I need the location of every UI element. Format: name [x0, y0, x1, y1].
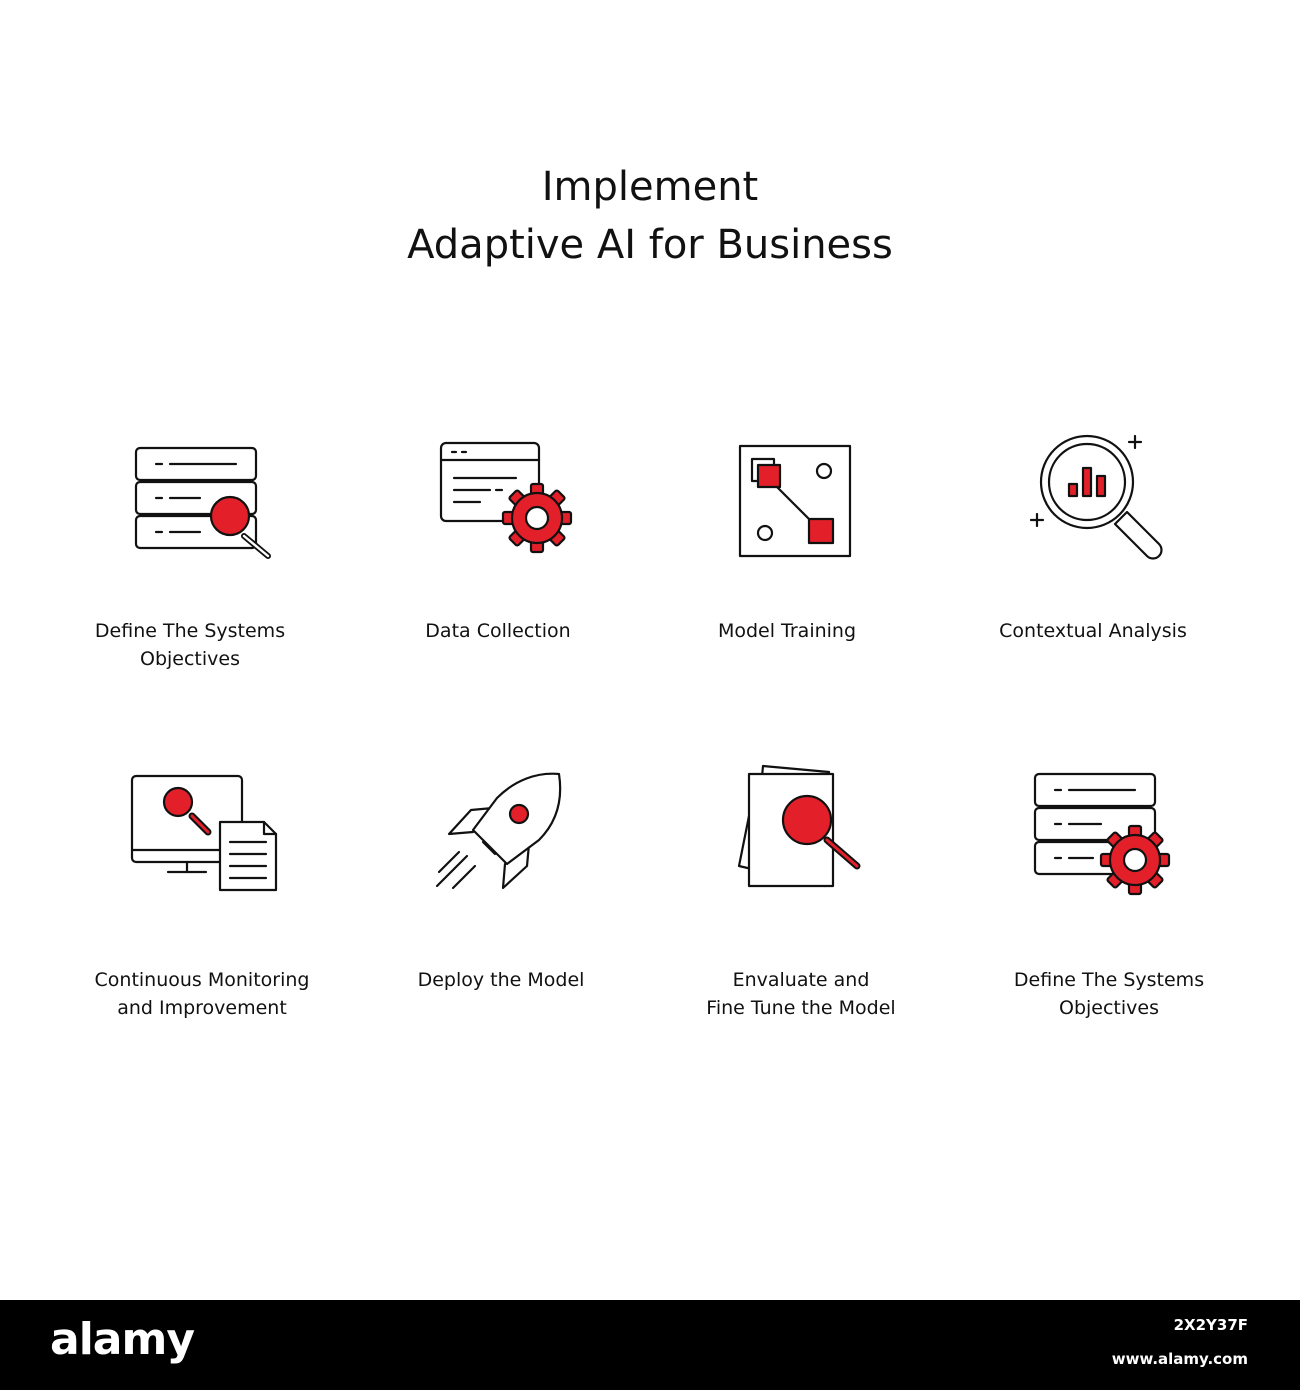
- item-label: Define The Systems Objectives: [1013, 969, 1205, 1019]
- monitor-document-search-icon: [128, 772, 288, 902]
- site-url: www.alamy.com: [1111, 1350, 1248, 1368]
- page-title: [0, 158, 1300, 274]
- item-label: Define The Systems Objectives: [94, 620, 286, 670]
- title-line-1: Implement: [541, 164, 759, 210]
- item-label: Data Collection: [425, 620, 571, 642]
- magnifier-chart-icon: [1027, 432, 1187, 572]
- item-label: Envaluate and Fine Tune the Model: [706, 969, 896, 1019]
- model-training-icon: [735, 441, 865, 571]
- item-label: Model Training: [717, 620, 857, 642]
- item-label: Continuous Monitoring and Improvement: [94, 969, 310, 1019]
- browser-gear-icon: [436, 438, 596, 578]
- server-search-icon: [130, 442, 290, 582]
- rocket-icon: [431, 768, 571, 908]
- image-id: 2X2Y37F: [1173, 1316, 1248, 1334]
- brand-logo: alamy: [50, 1314, 194, 1365]
- title-line-2: Adaptive AI for Business: [407, 222, 893, 268]
- server-gear-icon: [1031, 770, 1191, 910]
- papers-search-icon: [733, 762, 883, 902]
- item-label: Contextual Analysis: [999, 620, 1187, 642]
- watermark-bar: [0, 1300, 1300, 1390]
- item-label: Deploy the Model: [417, 969, 585, 991]
